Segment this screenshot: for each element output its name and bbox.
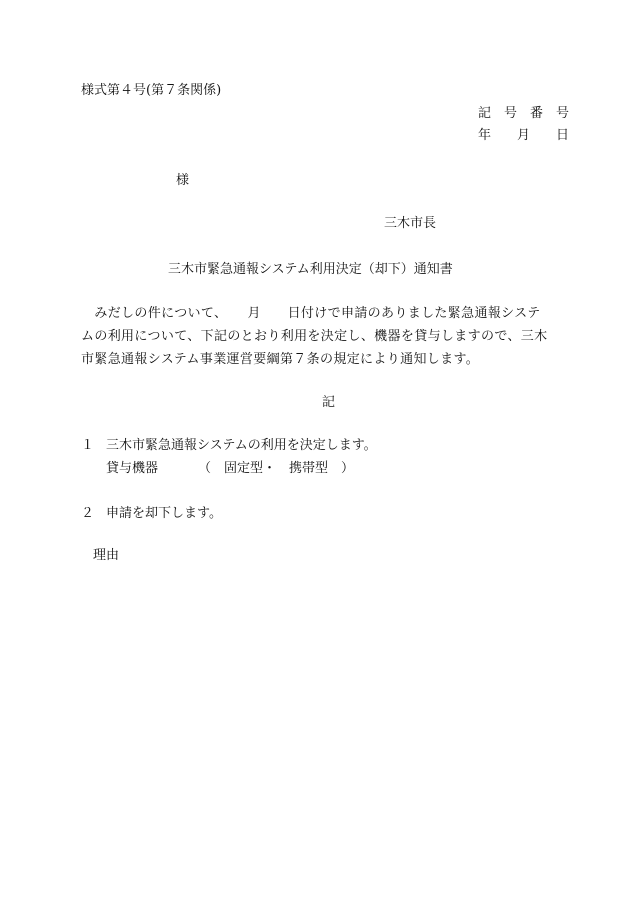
reason-label: 理由 bbox=[93, 548, 120, 563]
date-line: 年 月 日 bbox=[478, 128, 570, 143]
device-options: （ 固定型・ 携帯型 ） bbox=[198, 461, 355, 476]
item2-text: 申請を却下します。 bbox=[106, 506, 222, 521]
ki-heading: 記 bbox=[322, 395, 336, 410]
record-number-line: 記 号 番 号 bbox=[478, 106, 570, 121]
form-label: 様式第４号(第７条関係) bbox=[81, 83, 222, 98]
item1-number: １ bbox=[81, 438, 95, 453]
body-line-2: ムの利用について、下記のとおり利用を決定し、機器を貸与しますので、三木 bbox=[81, 329, 548, 344]
addressee-suffix: 様 bbox=[176, 173, 190, 188]
device-label: 貸与機器 bbox=[106, 461, 159, 476]
item1-text: 三木市緊急通報システムの利用を決定します。 bbox=[106, 438, 377, 453]
document-title: 三木市緊急通報システム利用決定（却下）通知書 bbox=[168, 262, 453, 277]
sender-name: 三木市長 bbox=[384, 216, 437, 231]
body-line-1: みだしの件について、 月 日付けで申請のありました緊急通報システ bbox=[81, 306, 541, 321]
body-line-3: 市緊急通報システム事業運営要綱第７条の規定により通知します。 bbox=[81, 352, 480, 367]
item2-number: ２ bbox=[81, 506, 95, 521]
